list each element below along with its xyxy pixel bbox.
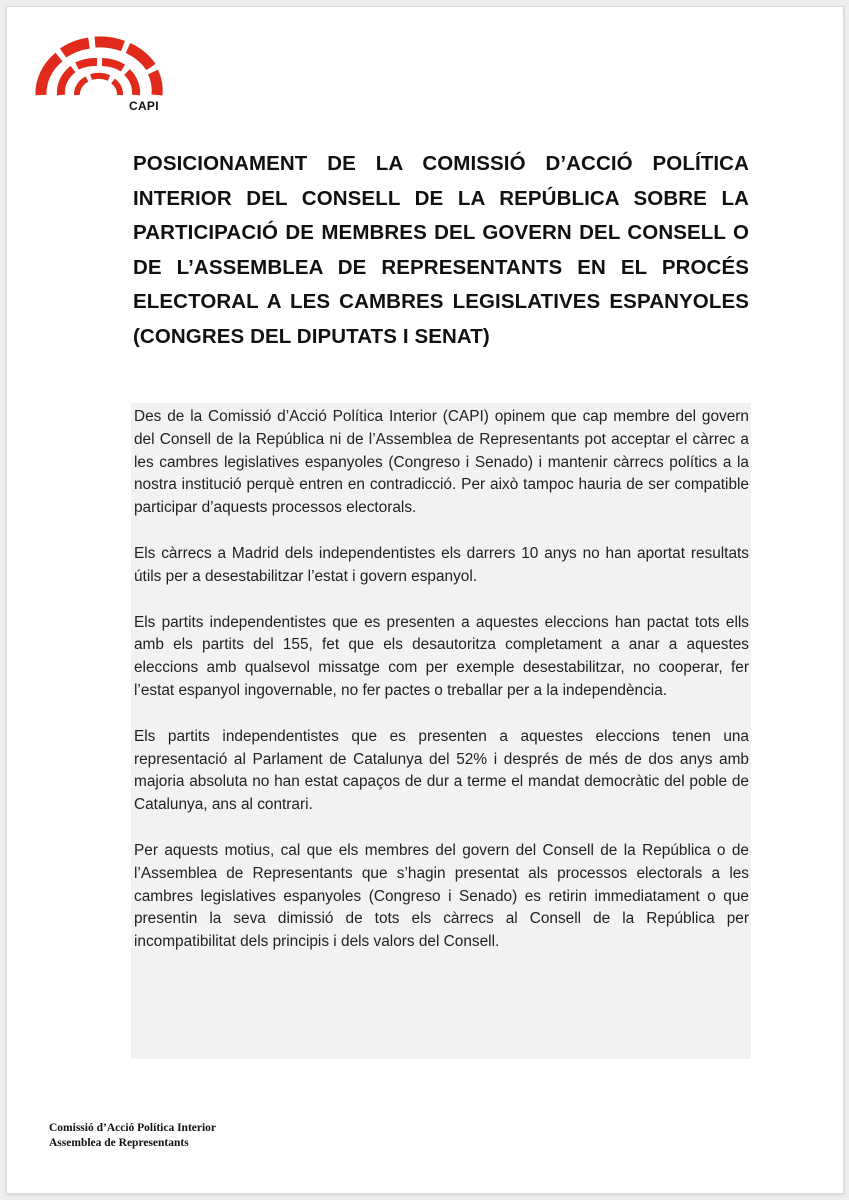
footer-line-commission: Comissió d’Acció Política Interior [49,1122,217,1134]
body-paragraph: Els càrrecs a Madrid dels independentistes els darrers 10 anys no han aportat resultats útils per a desestabilitzar l’estat i govern espanyol. [134,544,749,585]
footer-line-assembly: Assemblea de Representants [49,1137,189,1149]
body-paragraph: Els partits independentistes que es presenten a aquestes eleccions tenen una representació al Parlament de Catalunya del 52% i després de més de dos anys amb majoria absoluta no han estat capaços de dur a terme el mandat democràtic del poble de Catalunya, ans al contrari. [134,727,749,814]
parliament-arc-logo-icon [33,29,165,101]
document-title: POSICIONAMENT DE LA COMISSIÓ D’ACCIÓ POLÍTICA INTERIOR DEL CONSELL DE LA REPÚBLICA SOBRE LA PARTICIPACIÓ DE MEMBRES DEL GOVERN DEL CONSELL O DE L’ASSEMBLEA DE REPRESENTANTS EN EL PROCÉS ELECTORAL A LES CAMBRES LEGISLATIVES ESPANYOLES (CONGRES DEL DIPUTATS I SENAT) [133,152,749,348]
document-body [131,403,751,1059]
footer-signature [49,1121,216,1151]
body-paragraph: Per aquests motius, cal que els membres del govern del Consell de la República o de l’Assemblea de Representants que s’hagin presentat als processos electorals a les cambres legislatives espanyoles (Congreso i Senado) es retirin immediatament o que presentin la seva dimissió de tots els càrrecs al Consell de la República per incompatibilitat dels principis i dels valors del Consell. [134,841,749,951]
body-paragraph: Des de la Comissió d’Acció Política Interior (CAPI) opinem que cap membre del govern del Consell de la República ni de l’Assemblea de Representants pot acceptar el càrrec a les cambres legislatives espanyoles (Congreso i Senado) i mantenir càrrecs polítics a la nostra institució perquè entren en contradicció. Per això tampoc hauria de ser compatible participar d’aquests processos electorals. [134,408,749,517]
document-page [6,6,844,1194]
body-paragraph: Els partits independentistes que es presenten a aquestes eleccions han pactat tots ells amb els partits del 155, fet que els desautoritza completament a anar a aquestes eleccions amb qualsevol missatge com per exemple desestabilitzar, no cooperar, fer l’estat espanyol ingovernable, no fer pactes o treballar per a la independència. [134,613,749,699]
logo-label: CAPI [129,99,159,113]
